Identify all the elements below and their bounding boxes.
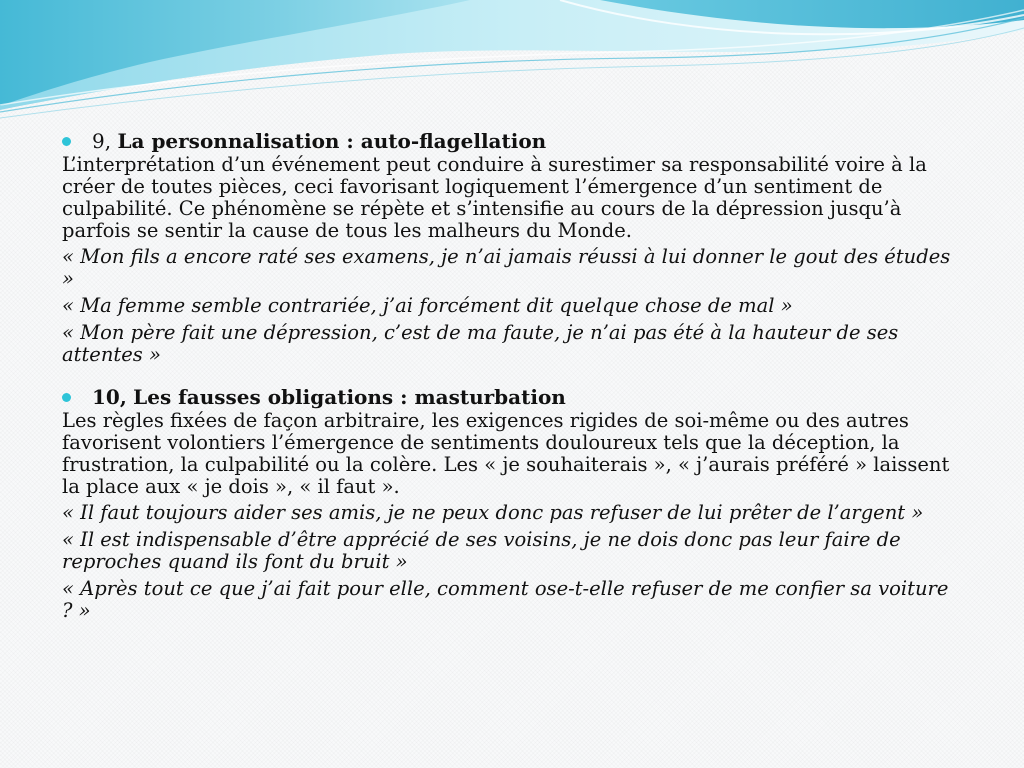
section-title: La personnalisation : auto-flagellation — [117, 129, 547, 153]
slide-content — [62, 128, 962, 636]
example-quote: « Il est indispensable d’être apprécié de ses voisins, je ne dois donc pas leur faire de reproches quand ils font du bruit » — [62, 528, 901, 573]
bullet-icon — [62, 393, 71, 402]
example-quote: « Ma femme semble contrariée, j’ai forcément dit quelque chose de mal » — [62, 294, 793, 317]
section-number: 9, — [92, 129, 112, 153]
header-wave-decoration — [0, 0, 1024, 130]
example-quote: « Mon père fait une dépression, c’est de ma faute, je n’ai pas été à la hauteur de ses attentes » — [62, 321, 899, 366]
section-personnalisation — [62, 128, 962, 366]
section-heading — [92, 384, 962, 410]
section-number: 10, — [92, 385, 127, 409]
section-body: Les règles fixées de façon arbitraire, les exigences rigides de soi-même ou des autres favorisent volontiers l’émergence de sentiments douloureux tels que la déception, la frustration, la culpabilité ou la colère. Les « je souhaiterais », « j’aurais préféré » laissent la place aux « je dois », « il faut ». — [62, 409, 950, 498]
example-quote: « Il faut toujours aider ses amis, je ne peux donc pas refuser de lui prêter de l’argent » — [62, 501, 924, 524]
section-heading — [92, 128, 962, 154]
example-quote: « Après tout ce que j’ai fait pour elle, comment ose-t-elle refuser de me confier sa voiture ? » — [62, 577, 949, 622]
section-fausses-obligations — [62, 384, 962, 622]
section-title: Les fausses obligations : masturbation — [133, 385, 566, 409]
example-quote: « Mon fils a encore raté ses examens, je n’ai jamais réussi à lui donner le gout des études » — [62, 245, 951, 290]
bullet-icon — [62, 137, 71, 146]
section-body: L’interprétation d’un événement peut conduire à surestimer sa responsabilité voire à la créer de toutes pièces, ceci favorisant logiquement l’émergence d’un sentiment de culpabilité. Ce phénomène se répète et s’intensifie au cours de la dépression jusqu’à parfois se sentir la cause de tous les malheurs du Monde. — [62, 153, 927, 242]
